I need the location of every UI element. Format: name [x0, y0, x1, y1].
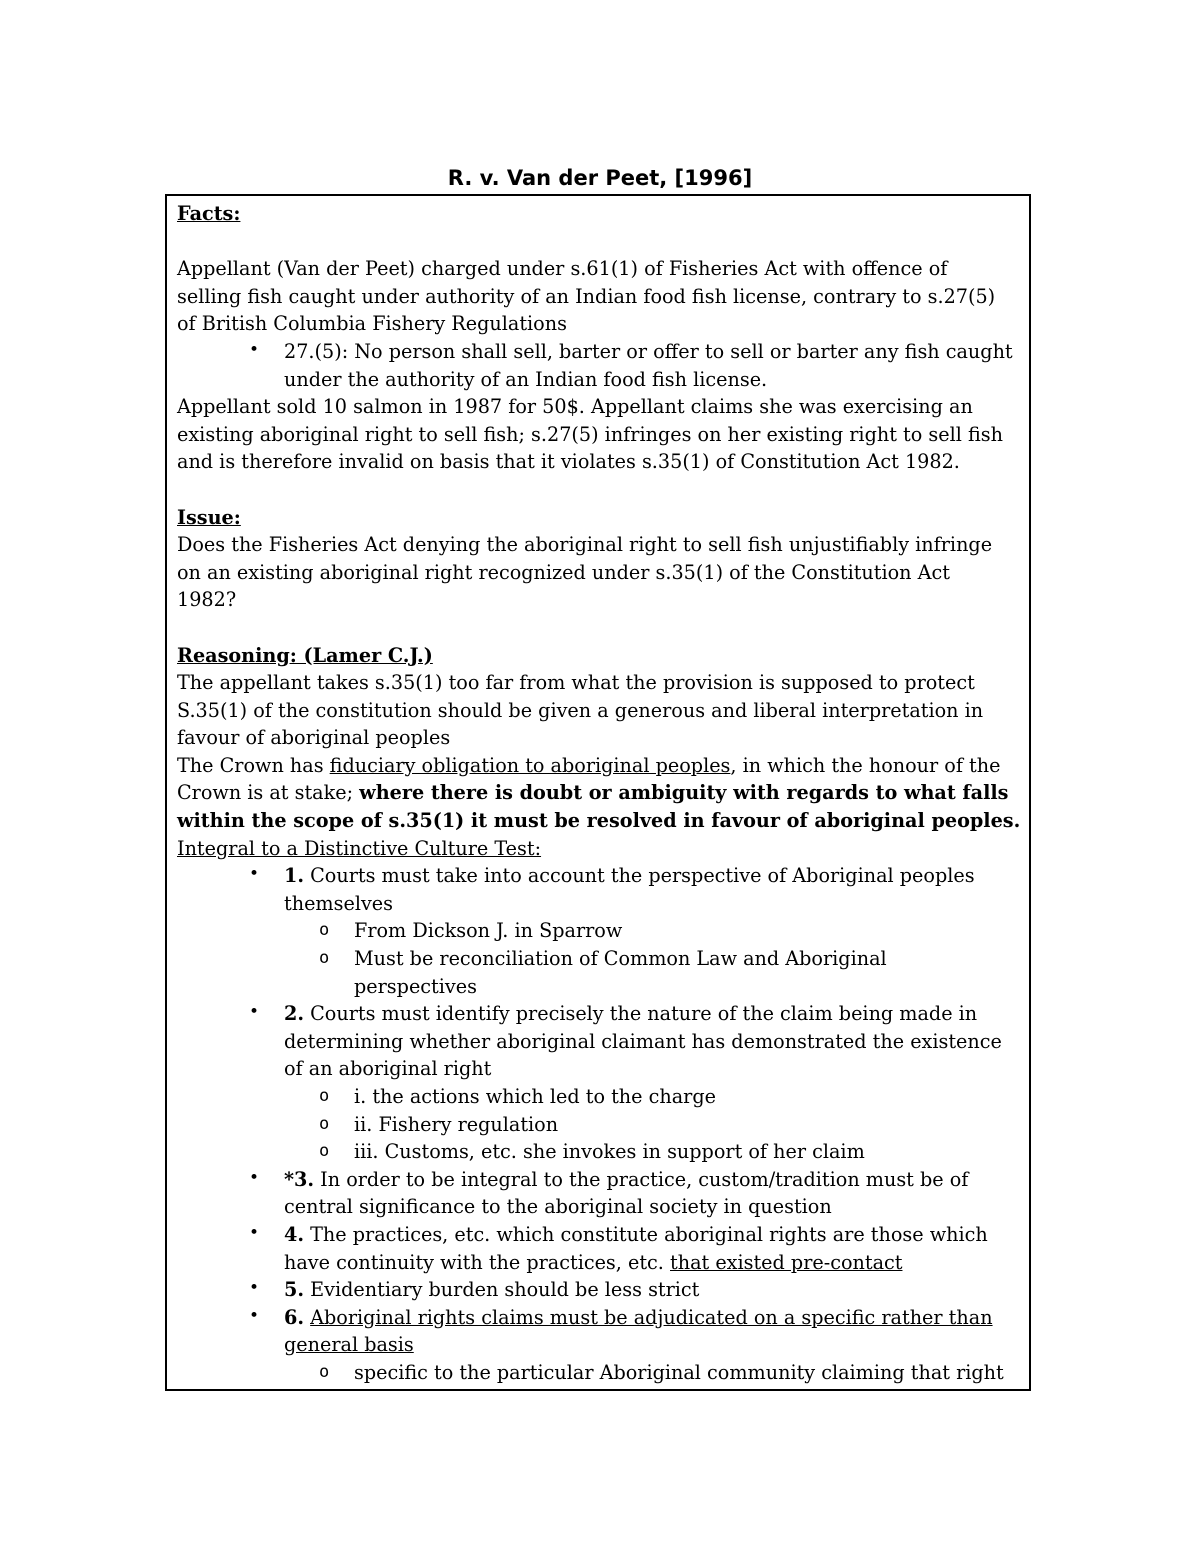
sub-bullet-icon: o: [319, 1141, 330, 1162]
test-bullet-cont: general basis: [284, 1333, 414, 1357]
reasoning-line: The appellant takes s.35(1) too far from what the provision is supposed to protect: [177, 671, 975, 695]
reasoning-line: The Crown has fiduciary obligation to aboriginal peoples, in which the honour of the: [177, 753, 1001, 777]
test-bullet-cont: central significance to the aboriginal society in question: [284, 1195, 832, 1219]
test-bullet: • 4. The practices, etc. which constitute aboriginal rights are those which: [177, 1221, 1019, 1249]
bullet-icon: •: [249, 1305, 260, 1326]
sub-bullet: o ii. Fishery regulation: [177, 1111, 1019, 1139]
test-bullet-cont: of an aboriginal right: [284, 1057, 492, 1081]
sub-bullet-icon: o: [319, 1361, 330, 1382]
test-bullet: • 5. Evidentiary burden should be less strict: [177, 1276, 1019, 1304]
reasoning-line: Crown is at stake; where there is doubt or ambiguity with regards to what falls: [177, 781, 1009, 805]
test-bullet: • *3. In order to be integral to the practice, custom/tradition must be of: [177, 1166, 1019, 1194]
bullet-icon: •: [249, 1167, 260, 1188]
sub-bullet-cont: perspectives: [354, 974, 477, 998]
facts-line: selling fish caught under authority of an Indian food fish license, contrary to s.27(5): [177, 284, 996, 308]
test-heading: Integral to a Distinctive Culture Test:: [177, 836, 542, 860]
facts-bullet: • 27.(5): No person shall sell, barter or offer to sell or barter any fish caught: [177, 338, 1019, 366]
sub-bullet: o i. the actions which led to the charge: [177, 1083, 1019, 1111]
sub-bullet: o Must be reconciliation of Common Law and Aboriginal: [177, 945, 1019, 973]
reasoning-heading: Reasoning: (Lamer C.J.): [177, 643, 433, 667]
test-bullet: • 2. Courts must identify precisely the nature of the claim being made in: [177, 1000, 1019, 1028]
test-bullet-cont: determining whether aboriginal claimant has demonstrated the existence: [284, 1029, 1002, 1053]
sub-bullet: o iii. Customs, etc. she invokes in support of her claim: [177, 1138, 1019, 1166]
issue-line: 1982?: [177, 588, 237, 612]
facts-bullet-cont: under the authority of an Indian food fish license.: [284, 367, 768, 391]
facts-line: Appellant (Van der Peet) charged under s.61(1) of Fisheries Act with offence of: [177, 257, 948, 281]
sub-bullet-icon: o: [319, 948, 330, 969]
bullet-icon: •: [249, 1002, 260, 1023]
sub-bullet-icon: o: [319, 920, 330, 941]
issue-heading: Issue:: [177, 505, 241, 529]
sub-bullet-icon: o: [319, 1113, 330, 1134]
facts-line: Appellant sold 10 salmon in 1987 for 50$. Appellant claims she was exercising an: [177, 395, 973, 419]
issue-line: Does the Fisheries Act denying the aboriginal right to sell fish unjustifiably infringe: [177, 533, 993, 557]
issue-line: on an existing aboriginal right recognized under s.35(1) of the Constitution Act: [177, 560, 950, 584]
test-bullet-cont: themselves: [284, 891, 393, 915]
page-title: R. v. Van der Peet, [1996]: [447, 166, 753, 190]
reasoning-line: favour of aboriginal peoples: [177, 726, 451, 750]
bullet-icon: •: [249, 339, 260, 360]
bullet-icon: •: [249, 1222, 260, 1243]
case-brief-box: [165, 194, 1031, 1391]
sub-bullet-icon: o: [319, 1086, 330, 1106]
sub-bullet: o From Dickson J. in Sparrow: [177, 917, 1019, 945]
facts-heading: Facts:: [177, 202, 241, 225]
reasoning-line: S.35(1) of the constitution should be given a generous and liberal interpretation in: [177, 698, 984, 722]
test-bullet: • 6. Aboriginal rights claims must be adjudicated on a specific rather than: [177, 1304, 1019, 1332]
facts-line: of British Columbia Fishery Regulations: [177, 312, 567, 336]
bullet-icon: •: [249, 864, 260, 885]
sub-bullet: o specific to the particular Aboriginal community claiming that right: [177, 1359, 1019, 1387]
reasoning-line: within the scope of s.35(1) it must be resolved in favour of aboriginal peoples.: [177, 809, 1021, 833]
facts-line: and is therefore invalid on basis that it violates s.35(1) of Constitution Act 1982.: [177, 450, 960, 474]
bullet-icon: •: [249, 1278, 260, 1299]
test-bullet: • 1. Courts must take into account the perspective of Aboriginal peoples: [177, 862, 1019, 890]
facts-line: existing aboriginal right to sell fish; s.27(5) infringes on her existing right to sell fish: [177, 422, 1003, 446]
test-bullet-cont: have continuity with the practices, etc. that existed pre-contact: [284, 1250, 903, 1274]
